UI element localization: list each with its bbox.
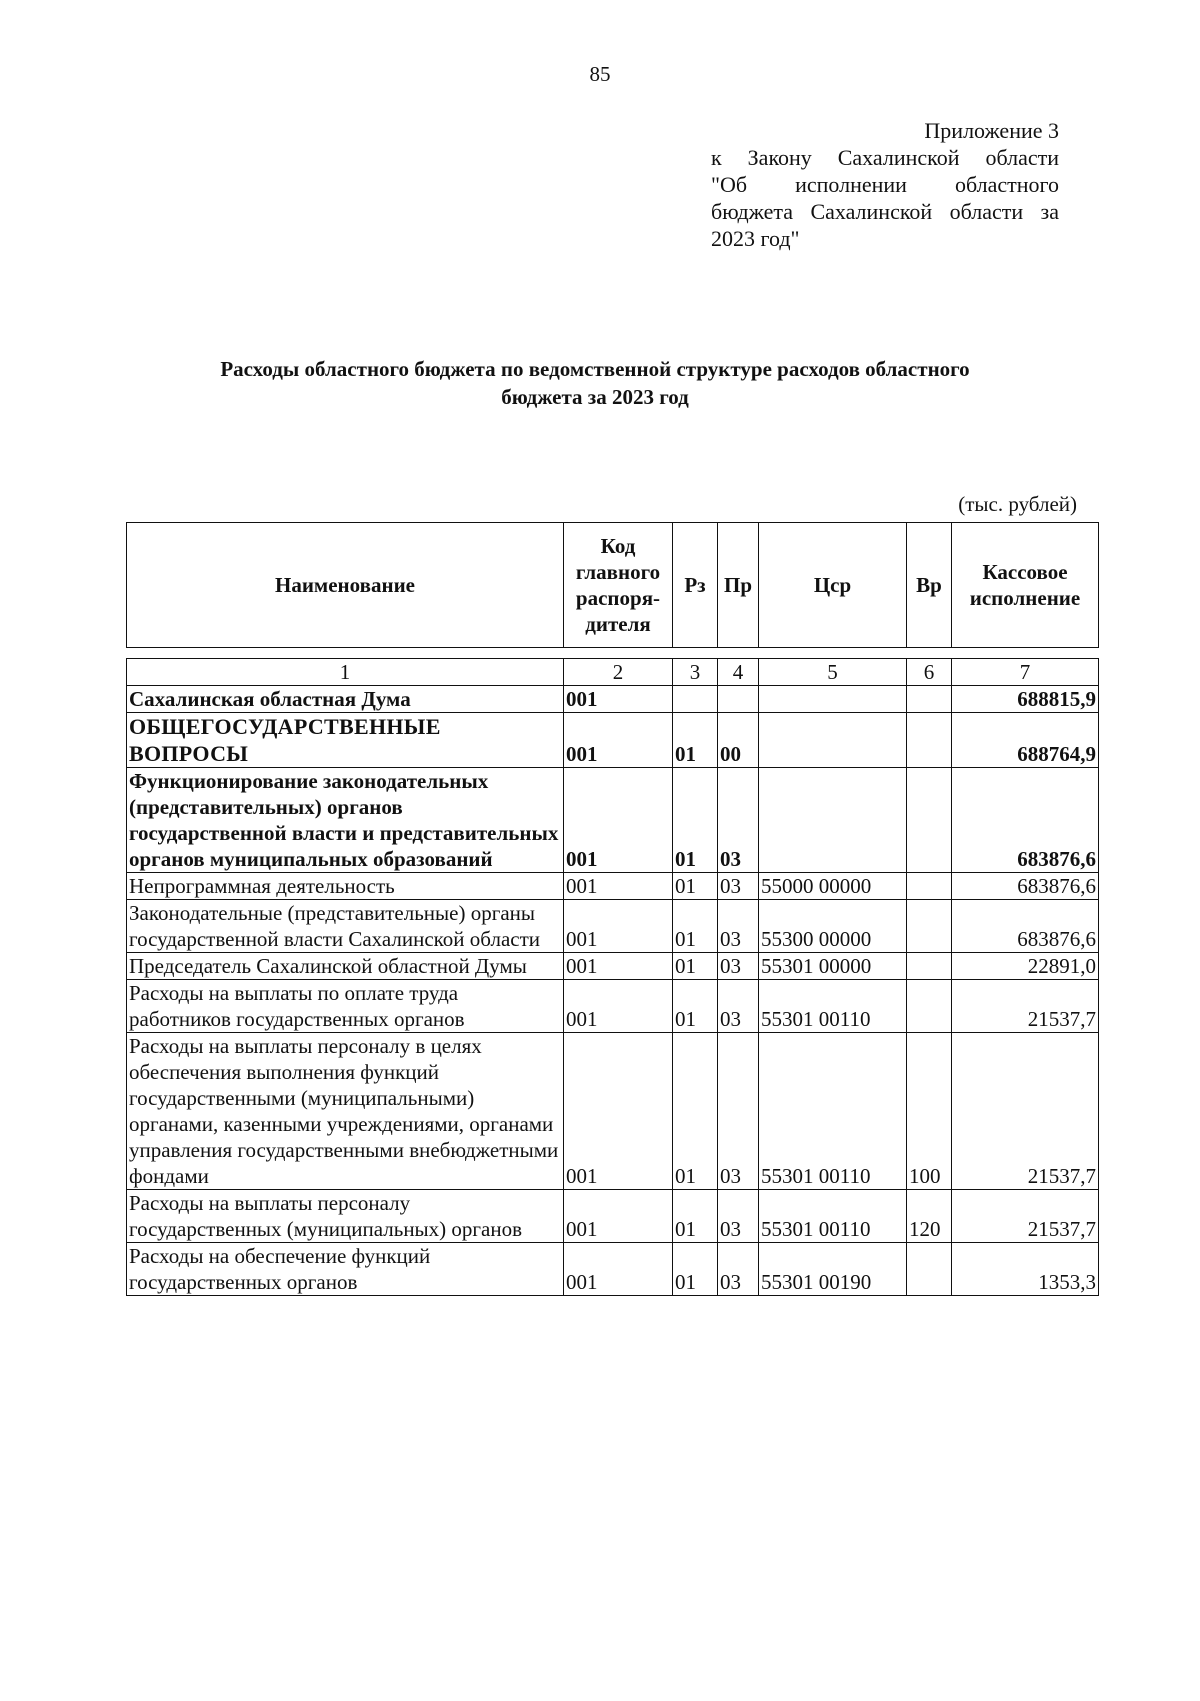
row-name: Расходы на выплаты персоналу в целях обеспечения выполнения функций государственными (муниципальными) органами, казенными учреждениями, органами управления государственными внебюджетными фондами bbox=[127, 1033, 564, 1190]
row-rz: 01 bbox=[673, 1190, 718, 1243]
column-number: 2 bbox=[564, 659, 673, 686]
row-rz: 01 bbox=[673, 953, 718, 980]
column-number: 3 bbox=[673, 659, 718, 686]
header-csr: Цср bbox=[759, 523, 907, 648]
header-vr: Вр bbox=[907, 523, 952, 648]
row-vr bbox=[907, 980, 952, 1033]
row-name: Расходы на выплаты по оплате труда работников государственных органов bbox=[127, 980, 564, 1033]
row-amount: 21537,7 bbox=[952, 980, 1099, 1033]
row-vr bbox=[907, 686, 952, 713]
table-row bbox=[127, 1190, 1099, 1243]
document-title bbox=[130, 355, 1060, 411]
page-number: 85 bbox=[589, 62, 611, 86]
row-code: 001 bbox=[564, 873, 673, 900]
row-csr: 55301 00000 bbox=[759, 953, 907, 980]
appendix-line: к Закону Сахалинской области bbox=[711, 145, 1059, 170]
row-rz: 01 bbox=[673, 713, 718, 768]
header-total bbox=[952, 523, 1099, 648]
table-row bbox=[127, 768, 1099, 873]
row-vr bbox=[907, 1243, 952, 1296]
units-note: (тыс. рублей) bbox=[958, 492, 1077, 516]
row-rz: 01 bbox=[673, 1243, 718, 1296]
row-csr bbox=[759, 768, 907, 873]
appendix-line: "Об исполнении областного bbox=[711, 172, 1059, 197]
table-row bbox=[127, 1243, 1099, 1296]
table-header bbox=[126, 522, 1099, 648]
table-row bbox=[127, 980, 1099, 1033]
header-pr: Пр bbox=[718, 523, 759, 648]
row-name: Законодательные (представительные) органы государственной власти Сахалинской области bbox=[127, 900, 564, 953]
header-name: Наименование bbox=[127, 523, 564, 648]
row-name: Непрограммная деятельность bbox=[127, 873, 564, 900]
column-number: 4 bbox=[718, 659, 759, 686]
row-name: Расходы на обеспечение функций государственных органов bbox=[127, 1243, 564, 1296]
title-line-2: бюджета за 2023 год bbox=[501, 385, 689, 409]
row-code: 001 bbox=[564, 1033, 673, 1190]
row-code: 001 bbox=[564, 768, 673, 873]
column-numbers-row bbox=[127, 659, 1099, 686]
row-vr bbox=[907, 900, 952, 953]
row-amount: 683876,6 bbox=[952, 873, 1099, 900]
row-csr: 55000 00000 bbox=[759, 873, 907, 900]
row-csr: 55301 00110 bbox=[759, 980, 907, 1033]
appendix-line: 2023 год" bbox=[711, 226, 800, 251]
row-csr: 55301 00110 bbox=[759, 1033, 907, 1190]
row-vr bbox=[907, 713, 952, 768]
row-amount: 1353,3 bbox=[952, 1243, 1099, 1296]
row-rz: 01 bbox=[673, 980, 718, 1033]
column-number: 5 bbox=[759, 659, 907, 686]
row-code: 001 bbox=[564, 900, 673, 953]
header-code-line: дителя bbox=[585, 612, 651, 636]
row-vr bbox=[907, 768, 952, 873]
row-pr: 03 bbox=[718, 1190, 759, 1243]
table-row bbox=[127, 1033, 1099, 1190]
row-amount: 21537,7 bbox=[952, 1033, 1099, 1190]
row-amount: 683876,6 bbox=[952, 900, 1099, 953]
table-row bbox=[127, 953, 1099, 980]
column-number: 1 bbox=[127, 659, 564, 686]
row-rz: 01 bbox=[673, 1033, 718, 1190]
row-name: ОБЩЕГОСУДАРСТВЕННЫЕ ВОПРОСЫ bbox=[127, 713, 564, 768]
row-pr: 03 bbox=[718, 873, 759, 900]
row-pr: 03 bbox=[718, 1243, 759, 1296]
row-vr bbox=[907, 953, 952, 980]
row-amount: 21537,7 bbox=[952, 1190, 1099, 1243]
row-amount: 683876,6 bbox=[952, 768, 1099, 873]
row-pr: 03 bbox=[718, 953, 759, 980]
table-row bbox=[127, 686, 1099, 713]
column-number: 7 bbox=[952, 659, 1099, 686]
header-code-line: распоря- bbox=[575, 586, 661, 610]
appendix-line: Приложение 3 bbox=[924, 118, 1059, 143]
row-code: 001 bbox=[564, 686, 673, 713]
table-row bbox=[127, 900, 1099, 953]
row-name: Функционирование законодательных (представительных) органов государственной власти и представительных органов муниципальных образований bbox=[127, 768, 564, 873]
row-code: 001 bbox=[564, 713, 673, 768]
budget-table bbox=[126, 658, 1099, 1296]
row-vr: 100 bbox=[907, 1033, 952, 1190]
row-pr: 03 bbox=[718, 1033, 759, 1190]
table-row bbox=[127, 713, 1099, 768]
row-pr bbox=[718, 686, 759, 713]
row-pr: 03 bbox=[718, 900, 759, 953]
header-code bbox=[564, 523, 673, 648]
row-rz: 01 bbox=[673, 900, 718, 953]
row-code: 001 bbox=[564, 980, 673, 1033]
row-code: 001 bbox=[564, 1190, 673, 1243]
header-code-line: главного bbox=[575, 560, 661, 584]
header-total-line: исполнение bbox=[969, 586, 1081, 610]
column-number: 6 bbox=[907, 659, 952, 686]
row-amount: 688764,9 bbox=[952, 713, 1099, 768]
row-amount: 688815,9 bbox=[952, 686, 1099, 713]
header-total-line: Кассовое bbox=[982, 560, 1068, 584]
row-rz: 01 bbox=[673, 873, 718, 900]
row-csr: 55301 00190 bbox=[759, 1243, 907, 1296]
header-rz: Рз bbox=[673, 523, 718, 648]
row-csr: 55301 00110 bbox=[759, 1190, 907, 1243]
row-pr: 03 bbox=[718, 980, 759, 1033]
row-code: 001 bbox=[564, 1243, 673, 1296]
row-pr: 03 bbox=[718, 768, 759, 873]
row-vr: 120 bbox=[907, 1190, 952, 1243]
table-row bbox=[127, 873, 1099, 900]
row-pr: 00 bbox=[718, 713, 759, 768]
row-amount: 22891,0 bbox=[952, 953, 1099, 980]
appendix-reference bbox=[711, 117, 1059, 252]
header-code-line: Код bbox=[600, 534, 636, 558]
row-name: Председатель Сахалинской областной Думы bbox=[127, 953, 564, 980]
row-vr bbox=[907, 873, 952, 900]
row-csr: 55300 00000 bbox=[759, 900, 907, 953]
row-name: Расходы на выплаты персоналу государственных (муниципальных) органов bbox=[127, 1190, 564, 1243]
row-code: 001 bbox=[564, 953, 673, 980]
row-rz bbox=[673, 686, 718, 713]
row-name: Сахалинская областная Дума bbox=[127, 686, 564, 713]
row-csr bbox=[759, 713, 907, 768]
row-rz: 01 bbox=[673, 768, 718, 873]
appendix-line: бюджета Сахалинской области за bbox=[711, 199, 1059, 224]
title-line-1: Расходы областного бюджета по ведомственной структуре расходов областного bbox=[220, 357, 970, 381]
row-csr bbox=[759, 686, 907, 713]
